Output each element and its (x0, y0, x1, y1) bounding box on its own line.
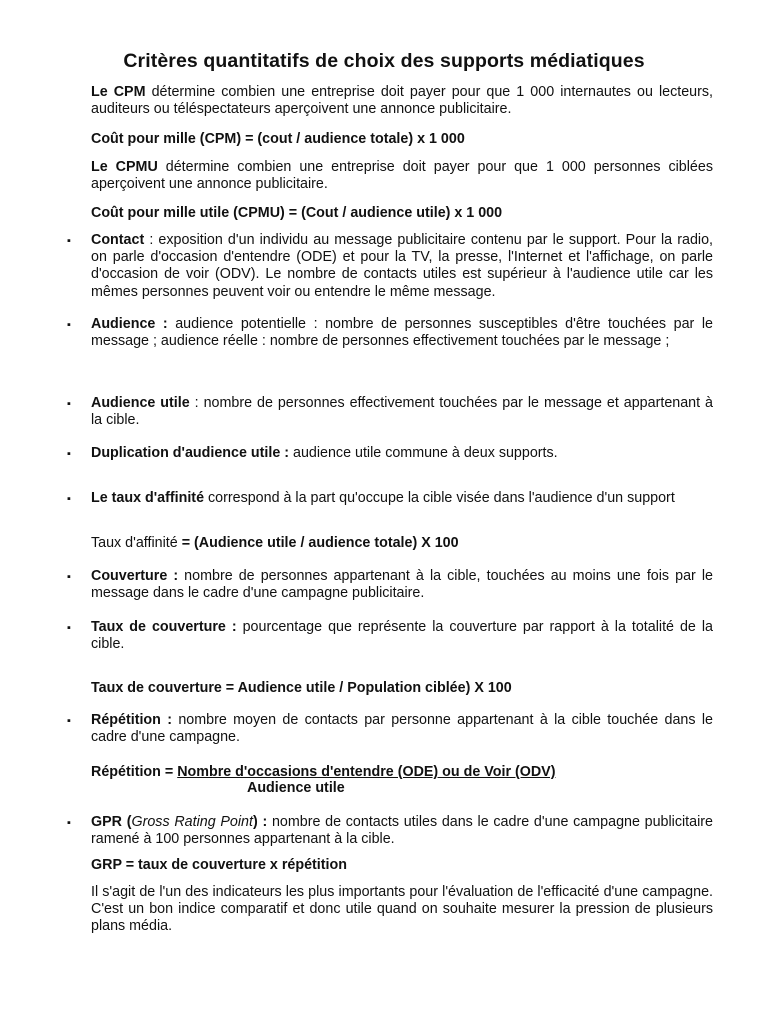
contact-term: Contact (91, 232, 145, 248)
cpmu-definition (91, 159, 713, 193)
cpm-formula: Coût pour mille (CPM) = (cout / audience totale) x 1 000 (91, 131, 465, 147)
grp-formula: GRP = taux de couverture x répétition (91, 857, 347, 873)
taux-couverture-text: pourcentage que représente la couverture par rapport à la totalité de la cible. (91, 619, 714, 653)
cpm-term: Le CPM (91, 84, 146, 100)
page-title: Critères quantitatifs de choix des supports médiatiques (123, 50, 645, 72)
couverture-term: Couverture : (91, 568, 179, 584)
cpmu-term: Le CPMU (91, 159, 158, 175)
bullet-icon: ▪ (67, 571, 71, 583)
duplication-term: Duplication d'audience utile : (91, 445, 290, 461)
contact-definition (91, 232, 713, 301)
contact-text: : exposition d'un individu au message publicitaire contenu par le support. Pour la radio, on parle d'occasion d'entendre (ODE) et pour la TV, la presse, l'Internet et l'affichage, on parle d'occasion de voir (ODV). Le nombre de contacts utiles est supérieur à l'audience utile car les mêmes personnes peuvent voir ou entendre le même message. (91, 232, 713, 300)
affinite-formula: Taux d'affinité = (Audience utile / audience totale) X 100 (91, 535, 459, 551)
bullet-icon: ▪ (67, 398, 71, 410)
audience-utile-definition (91, 395, 713, 429)
taux-couverture-formula: Taux de couverture = Audience utile / Population ciblée) X 100 (91, 680, 512, 696)
couverture-text: nombre de personnes appartenant à la cible, touchées au moins une fois par le message dans le cadre d'une campagne publicitaire. (91, 568, 714, 602)
taux-couverture-term: Taux de couverture : (91, 619, 237, 635)
repetition-formula: Répétition = Nombre d'occasions d'entendre (ODE) ou de Voir (ODV) (91, 764, 556, 780)
affinite-text: correspond à la part qu'occupe la cible visée dans l'audience d'un support (204, 490, 675, 506)
bullet-icon: ▪ (67, 448, 71, 460)
couverture-definition (91, 568, 713, 602)
bullet-icon: ▪ (67, 622, 71, 634)
repetition-text: nombre moyen de contacts par personne appartenant à la cible touchée dans le cadre d'une campagne. (91, 712, 713, 746)
gpr-text: nombre de contacts utiles dans le cadre d'une campagne publicitaire ramené à 100 personnes appartenant à la cible. (91, 814, 713, 848)
gpr-definition: GPR (Gross Rating Point) : nombre de contacts utiles dans le cadre d'une campagne publicitaire ramené à 100 personnes appartenant à la cible. (91, 814, 713, 848)
affinite-term: Le taux d'affinité (91, 490, 205, 506)
repetition-definition (91, 712, 713, 746)
repetition-numerator: Nombre d'occasions d'entendre (ODE) ou de Voir (ODV) (177, 764, 556, 780)
cpmu-text: détermine combien une entreprise doit payer pour que 1 000 personnes ciblées aperçoivent une annonce publicitaire. (91, 159, 713, 193)
bullet-icon: ▪ (67, 493, 71, 505)
bullet-icon: ▪ (67, 319, 71, 331)
cpm-text: détermine combien une entreprise doit payer pour que 1 000 internautes ou lecteurs, auditeurs ou téléspectateurs aperçoivent une annonce publicitaire. (91, 84, 713, 118)
audience-text: audience potentielle : nombre de personnes susceptibles d'être touchées par le message ; audience réelle : nombre de personnes effectivement touchées par le message ; (91, 316, 713, 350)
duplication-text: audience utile commune à deux supports. (289, 445, 558, 461)
bullet-icon: ▪ (67, 715, 71, 727)
audience-term: Audience : (91, 316, 168, 332)
conclusion-paragraph: Il s'agit de l'un des indicateurs les plus importants pour l'évaluation de l'efficacité d'une campagne. C'est un bon indice comparatif et donc utile quand on souhaite mesurer la pression de plusieurs plans média. (91, 884, 713, 935)
audience-definition (91, 316, 713, 350)
repetition-denominator: Audience utile (247, 780, 345, 796)
cpmu-formula: Coût pour mille utile (CPMU) = (Cout / audience utile) x 1 000 (91, 205, 503, 221)
affinite-definition (91, 490, 731, 507)
bullet-icon: ▪ (67, 235, 71, 247)
duplication-definition (91, 445, 713, 462)
cpm-definition (91, 84, 713, 118)
taux-couverture-definition (91, 619, 713, 653)
bullet-icon: ▪ (67, 817, 71, 829)
audience-utile-text: : nombre de personnes effectivement touchées par le message et appartenant à la cible. (91, 395, 713, 429)
gpr-term-italic: Gross Rating Point (131, 814, 253, 830)
repetition-term: Répétition : (91, 712, 172, 728)
audience-utile-term: Audience utile (91, 395, 190, 411)
